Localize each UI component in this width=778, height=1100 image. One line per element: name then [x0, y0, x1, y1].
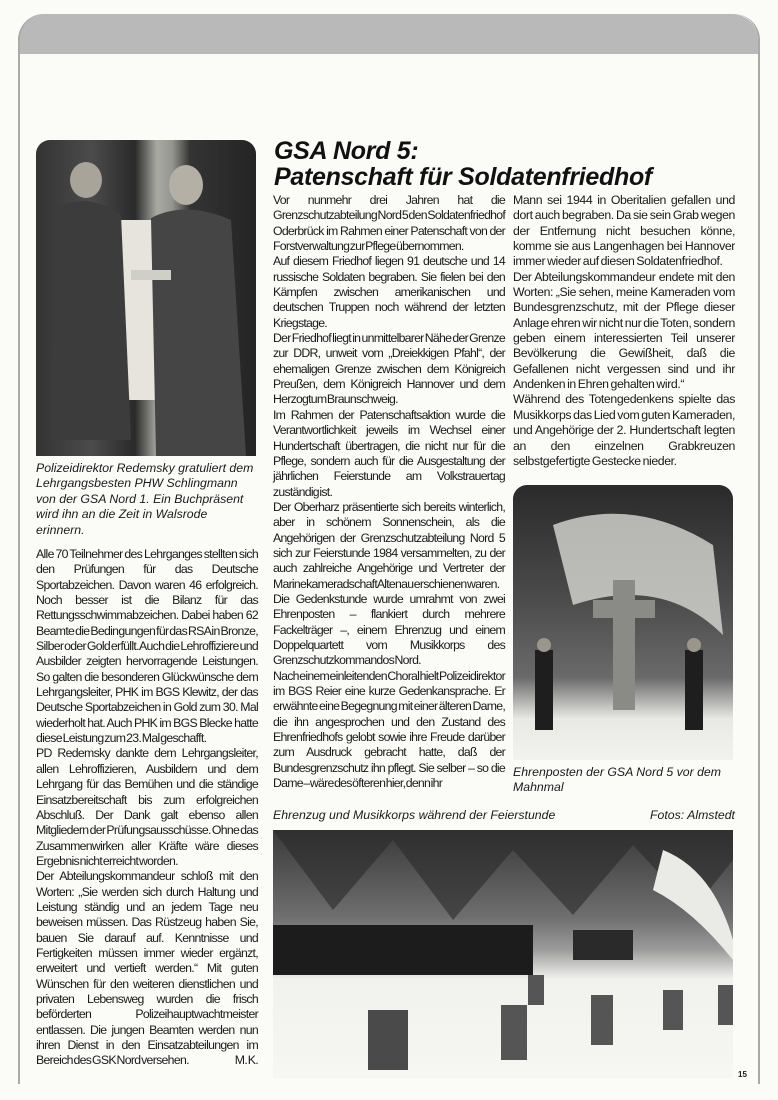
caption-memorial: Ehrenposten der GSA Nord 5 vor dem Mahnmal [513, 765, 722, 795]
photo-ceremony [273, 830, 733, 1078]
paragraph [36, 869, 258, 1068]
paragraph: Der Abteilungskommandeur endete mit den Worten: „Sie sehen, meine Kameraden vom Bundesgrenzschutz, mit der Pflege dieser Anlage ehren wir nicht nur die Toten, sondern geben einem interessierten Teil unserer Bevölkerung die Gewißheit, daß die Gefallenen nicht vergessen sind und ihr Andenken in Ehren gehalten wird.“ [513, 269, 735, 392]
article-title [274, 138, 652, 190]
paragraph: Vor nunmehr drei Jahren hat die Grenzschutzabteilung Nord 5 den Soldatenfriedhof Oderbrück im Rahmen einer Patenschaft von der Forstverwaltung zur Pflege übernommen. [273, 193, 505, 254]
page-number: 15 [738, 1070, 747, 1079]
article-title-line2: Patenschaft für Soldatenfriedhof [274, 163, 652, 191]
middle-article-column [273, 193, 505, 791]
paragraph: Die Gedenkstunde wurde umrahmt von zwei Ehrenposten – flankiert durch mehrere Fackelträger –, einem Ehrenzug und einem Doppelquartett vom Musikkorps des Grenzschutzkommandos Nord. [273, 591, 505, 668]
paragraph: Alle 70 Teilnehmer des Lehrganges stellten sich den Prüfungen für das Deutsche Sportabzeichen. Davon waren 46 erfolgreich. Noch besser ist die Bilanz für das Rettungsschwimmabzeichen. Dabei haben 62 Beamte die Bedingungen für das RSA in Bronze, Silber oder Gold erfüllt. Auch die Lehroffiziere und Ausbilder zeigten hervorragende Leistungen. So galten die besonderen Glückwünsche dem Lehrgangsleiter, PHK im BGS Klewitz, der das Deutsche Sportabzeichen in Gold zum 30. Mal wiederholt hat. Auch PHK im BGS Blecke hatte diese Leistung zum 23. Mal geschafft. [36, 547, 258, 746]
paragraph: Im Rahmen der Patenschaftsaktion wurde die Verantwortlichkeit jeweils im Wechsel einer Hundertschaft übertragen, die nicht nur für die Pflege, sondern auch für die Ausgestaltung der jährlichen Feierstunde am Volkstrauertag zuständig ist. [273, 407, 505, 499]
photo-handshake [36, 140, 256, 456]
paragraph: Mann sei 1944 in Oberitalien gefallen und dort auch begraben. Da sie sein Grab wegen der Entfernung nicht besuchen könne, komme sie aus Langenhagen bei Hannover immer wieder auf diesen Soldatenfriedhof. [513, 193, 735, 269]
paragraph: PD Redemsky dankte dem Lehrgangsleiter, allen Lehroffizieren, Ausbildern und dem Lehrgang für das Bemühen und die ständige Einsatzbereitschaft bis zum erfolgreichen Abschluß. Der Dank galt ebenso allen Mitgliedern der Prüfungsausschüsse. Ohne das Zusammenwirken aller Kräfte wäre dieses Ergebnis nicht erreicht worden. [36, 746, 258, 868]
article-title-line1: GSA Nord 5: [274, 137, 419, 165]
paragraph: Auf diesem Friedhof liegen 91 deutsche und 14 russische Soldaten begraben. Sie fielen bei den Kämpfen zwischen amerikanischen und deutschen Truppen noch während der letzten Kriegstage. [273, 254, 505, 330]
caption-ceremony: Ehrenzug und Musikkorps während der Feierstunde [273, 808, 556, 822]
photo-memorial [513, 485, 733, 760]
paragraph: Nach einem einleitenden Choral hielt Polizeidirektor im BGS Reier eine kurze Gedenkansprache. Er erwähnte eine Begegnung mit einer älteren Dame, die ihn angesprochen und den Zustand des Ehrenfriedhofs gelobt sowie ihre Freude darüber zum Ausdruck gebracht hatte, daß der Bundesgrenzschutz ihn pflegt. Sie selber – so die Dame – wäre des öfteren hier, denn ihr [273, 668, 505, 791]
paragraph-text: Der Abteilungskommandeur schloß mit den Worten: „Sie werden sich durch Haltung und Leistung ständig und an jedem Tage neu beweisen müssen. Das Rüstzeug haben Sie, bauen Sie darauf auf. Kenntnisse und Fertigkeiten müssen immer wieder ergänzt, erweitert und vertieft werden.“ Mit guten Wünschen für den weiteren dienstlichen und privaten Lebensweg wurden die frisch beförderten Polizeihauptwachtmeister entlassen. Die jungen Beamten werden nun ihren Dienst in den Einsatzabteilungen im Bereich des GSK Nord versehen. [36, 869, 258, 1068]
left-article-column [36, 547, 258, 1069]
paragraph: Während des Totengedenkens spielte das Musikkorps das Lied vom guten Kameraden, und Angehörige der 2. Hundertschaft legten an den einzelnen Grabkreuzen selbstgefertigte Gestecke nieder. [513, 392, 735, 468]
right-article-column [513, 193, 735, 469]
paragraph: Der Friedhof liegt in unmittelbarer Nähe der Grenze zur DDR, unweit vom „Dreiekkigen Pfahl“, der ehemaligen Grenze zwischen dem Königreich Preußen, dem Königreich Hannover und dem Herzogtum Braunschweig. [273, 331, 505, 407]
photo-credit: Fotos: Almstedt [650, 808, 735, 822]
paragraph: Der Oberharz präsentierte sich bereits winterlich, aber in schönem Sonnenschein, als die Angehörigen der Grenzschutzabteilung Nord 5 sich zur Feierstunde 1984 versammelten, zu der auch zahlreiche Angehörige und Vertreter der Marinekameradschaft Altenau erschienen waren. [273, 499, 505, 591]
author-signature: M. K. [234, 1053, 258, 1068]
caption-handshake: Polizeidirektor Redemsky gratuliert dem Lehrgangsbesten PHW Schlingmann von der GSA Nord 1. Ein Buchpräsent wird ihn an die Zeit in Walsrode erinnern. [36, 461, 254, 537]
